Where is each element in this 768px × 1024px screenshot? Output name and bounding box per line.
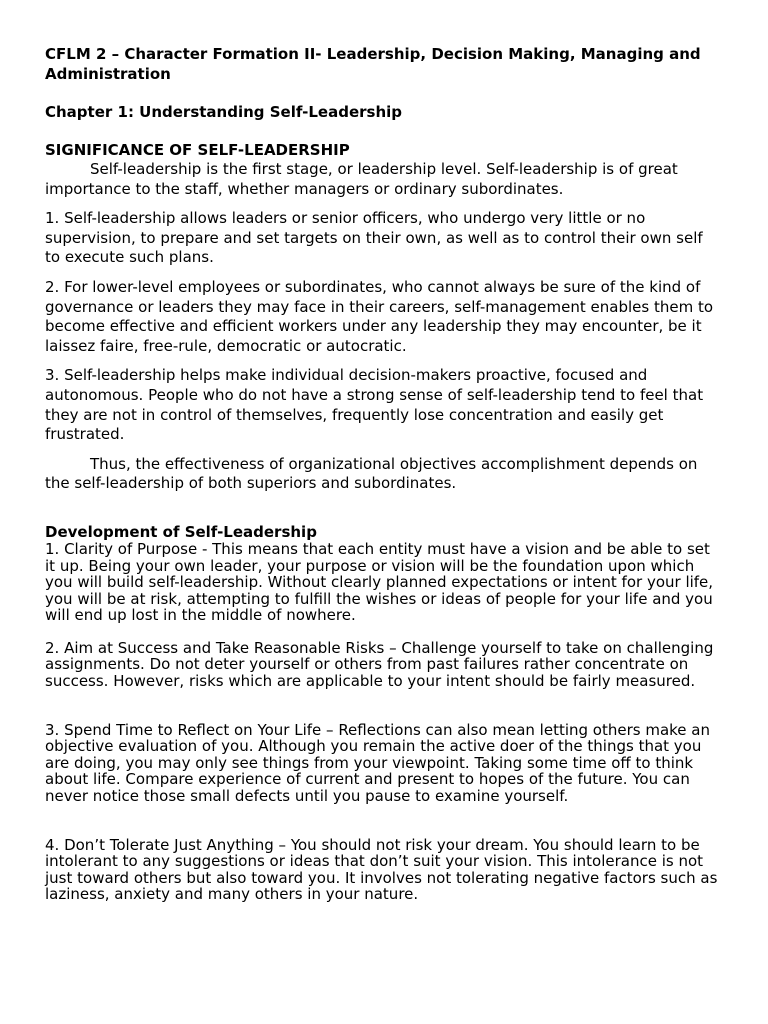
- significance-point-2: 2. For lower-level employees or subordinates, who cannot always be sure of the kind of governance or leaders they may face in their careers, self-management enables them to become effective and efficient workers under any leadership they may encounter, be it laissez faire, free-rule, democratic or autocratic.: [45, 277, 714, 355]
- development-point-1: 1. Clarity of Purpose - This means that each entity must have a vision and be able to set it up. Being your own leader, your purpose or vision will be the foundation upon which you will build self-leadership. Without clearly planned expectations or intent for your life, you will be at risk, attempting to fulfill the wishes or ideas of people for your life and you will end up lost in the middle of nowhere.: [45, 539, 714, 625]
- development-heading: Development of Self-Leadership: [45, 522, 317, 541]
- document-title: CFLM 2 – Character Formation II- Leadership, Decision Making, Managing and Administration: [45, 45, 701, 83]
- significance-heading: SIGNIFICANCE OF SELF-LEADERSHIP: [45, 141, 350, 159]
- development-point-2: 2. Aim at Success and Take Reasonable Risks – Challenge yourself to take on challenging assignments. Do not deter yourself or others from past failures rather concentrate on success. However, risks which are applicable to your intent should be fairly measured.: [45, 638, 714, 691]
- significance-intro: Self-leadership is the first stage, or leadership level. Self-leadership is of great importance to the staff, whether managers or ordinary subordinates.: [45, 160, 678, 198]
- significance-conclusion: Thus, the effectiveness of organizational objectives accomplishment depends on the self-leadership of both superiors and subordinates.: [45, 454, 698, 493]
- chapter-heading: Chapter 1: Understanding Self-Leadership: [45, 103, 403, 121]
- development-point-3: 3. Spend Time to Reflect on Your Life – Reflections can also mean letting others make an objective evaluation of you. Although you remain the active doer of the things that you are doing, you may only see things from your viewpoint. Taking some time off to think about life. Compare experience of current and present to hopes of the future. You can never notice those small defects until you pause to examine yourself.: [45, 720, 710, 806]
- significance-point-3: 3. Self-leadership helps make individual decision-makers proactive, focused and autonomous. People who do not have a strong sense of self-leadership tend to feel that they are not in control of themselves, frequently lose concentration and easily get frustrated.: [45, 366, 704, 444]
- development-point-4: 4. Don’t Tolerate Just Anything – You should not risk your dream. You should learn to be intolerant to any suggestions or ideas that don’t suit your vision. This intolerance is not just toward others but also toward you. It involves not tolerating negative factors such as laziness, anxiety and many others in your nature.: [45, 835, 718, 904]
- significance-point-1: 1. Self-leadership allows leaders or senior officers, who undergo very little or no supervision, to prepare and set targets on their own, as well as to control their own self to execute such plans.: [45, 209, 703, 267]
